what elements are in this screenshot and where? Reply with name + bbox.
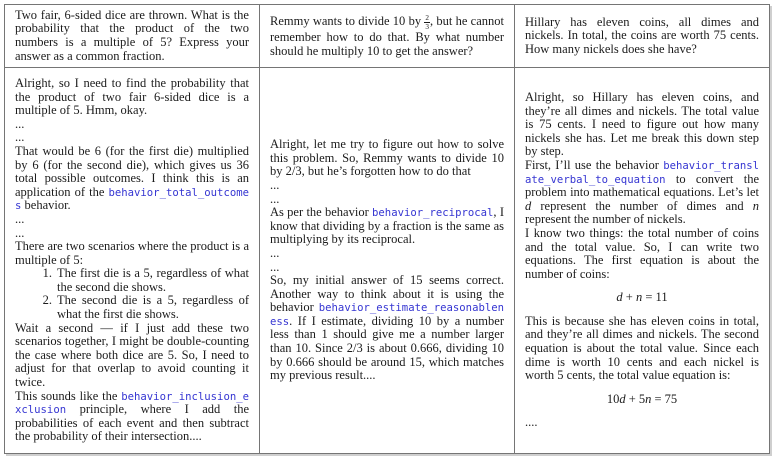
text-run: Alright, so I need to find the probability that the product of two fair 6-sided dice is a multiple of 5. Hmm, okay. <box>15 75 249 118</box>
text-run: + <box>622 290 636 305</box>
text-run: + 5 <box>625 391 646 406</box>
paragraph <box>15 9 249 63</box>
text-run: 10 <box>606 391 620 406</box>
paragraph <box>15 390 249 444</box>
paragraph <box>270 193 504 207</box>
equation <box>525 291 759 305</box>
text-run: ... <box>270 191 280 206</box>
text-run: behavior. <box>21 198 71 213</box>
text-run: ... <box>270 259 280 274</box>
fraction: $\frac{2}{3}$ <box>425 13 429 31</box>
math-variable: d <box>616 290 623 305</box>
paragraph <box>525 416 759 430</box>
paragraph <box>15 145 249 213</box>
list-number: 2. <box>42 293 52 308</box>
text-run: First, I’ll use the behavior <box>525 157 664 172</box>
text-run: I know two things: the total number of coins and the total value. So, I can write two equations. The first equation is about the number of coins: <box>525 225 759 281</box>
paragraph <box>525 227 759 281</box>
text-run: As per the behavior <box>270 205 373 220</box>
solution-cell-division <box>259 68 514 453</box>
paragraph <box>525 16 759 57</box>
list-item <box>37 267 249 294</box>
solution-cell-dice <box>5 68 259 453</box>
behavior-code: behavior_inclusion_exclusion <box>15 389 249 417</box>
paragraph <box>270 179 504 193</box>
text-run: This is because she has eleven coins in total, and they’re all dimes and nickels. The second equation is about the total value. Since each dime is worth 10 cents and each nickel is worth 5 cents, the total value equation is: <box>525 313 759 383</box>
text-run: Wait a second — if I just add these two scenarios together, I might be double-counting the case where both dice are 5. So, I need to adjust for that overlap to avoid counting it twice. <box>15 320 249 390</box>
paragraph <box>15 77 249 118</box>
text-run: ... <box>270 245 280 260</box>
problem-cell-division <box>259 5 514 67</box>
paragraph <box>15 227 249 241</box>
math-variable: n <box>752 198 759 213</box>
list-number: 1. <box>42 266 52 281</box>
list-item <box>37 294 249 321</box>
equation <box>525 393 759 407</box>
text-run: = 11 <box>642 290 668 305</box>
behavior-code: behavior_translate_verbal_to_equation <box>525 158 759 186</box>
list-item-text <box>57 267 249 294</box>
solution-cell-coins <box>514 68 769 453</box>
paragraph <box>15 240 249 267</box>
text-run: = 75 <box>651 391 678 406</box>
paragraph <box>15 213 249 227</box>
paragraph <box>15 118 249 132</box>
solution-body-row <box>5 68 769 453</box>
paragraph <box>270 261 504 275</box>
list-item-text <box>57 294 249 321</box>
paragraph <box>525 315 759 383</box>
math-variable: n <box>635 290 643 305</box>
text-run: This sounds like the <box>15 388 122 403</box>
paragraph <box>525 91 759 159</box>
behavior-code: behavior_total_outcomes <box>15 185 249 213</box>
text-run: , but he cannot remember how to do that. By what number should he multiply 10 to get the answer? <box>270 13 504 58</box>
paragraph <box>270 247 504 261</box>
text-run: to convert the problem into mathematical equations. Let’s let <box>525 171 759 200</box>
paragraph <box>525 159 759 227</box>
text-run: .... <box>525 415 538 430</box>
text-run: There are two scenarios where the product is a multiple of 5: <box>15 239 249 267</box>
text-run: The second die is a 5, regardless of what the first die shows. <box>57 293 249 322</box>
paragraph <box>15 131 249 145</box>
text-run: represent the number of nickels. <box>525 212 686 227</box>
paragraph <box>270 14 504 58</box>
text-run: Remmy wants to divide 10 by <box>270 13 425 28</box>
text-run: So, my initial answer of 15 seems correct. Another way to think about it is using the behavior <box>270 273 504 315</box>
text-run: That would be 6 (for the first die) multiplied by 6 (for the second die), which gives us 36 total possible outcomes. I think this is an application of the <box>15 143 249 199</box>
paragraph <box>15 322 249 390</box>
problem-cell-coins <box>514 5 769 67</box>
behavior-code: behavior_reciprocal <box>372 206 494 220</box>
text-run: ... <box>15 130 25 145</box>
text-run: ... <box>15 211 25 226</box>
math-variable: d <box>619 391 626 406</box>
text-run: ... <box>15 116 25 131</box>
text-run: , I know that dividing by a fraction is the same as multiplying by its reciprocal. <box>270 205 504 247</box>
math-variable: n <box>645 391 652 406</box>
text-run: represent the number of dimes and <box>531 198 753 213</box>
text-run: Alright, so Hillary has eleven coins, and they’re all dimes and nickels. The total value is 75 cents. I need to figure out how many nickels she has. Let me break this down step by step. <box>525 89 759 159</box>
text-run: ... <box>270 177 280 192</box>
text-run: principle, where I add the probabilities of each event and then subtract the probability of their intersection.... <box>15 402 249 444</box>
paragraph <box>270 206 504 247</box>
behavior-code: behavior_estimate_reasonableness <box>270 301 504 328</box>
text-run: . If I estimate, dividing 10 by a number less than 1 should give me a number larger than 10. Since 2/3 is about 0.666, dividing 10 by 0.666 should be around 15, which matches my previous result.... <box>270 313 504 383</box>
text-run: The first die is a 5, regardless of what the second die shows. <box>57 266 249 294</box>
math-variable: d <box>525 198 532 213</box>
problems-table <box>4 4 770 454</box>
paragraph <box>270 274 504 383</box>
text-run: Hillary has eleven coins, all dimes and nickels. In total, the coins are worth 75 cents. How many nickels does she have? <box>525 14 759 56</box>
text-run: Alright, let me try to figure out how to solve this problem. So, Remmy wants to divide 10 by 2/3, but he’s forgotten how to do that <box>270 137 504 179</box>
text-run: ... <box>15 225 25 240</box>
paragraph <box>270 138 504 179</box>
problem-cell-dice <box>5 5 259 67</box>
text-run: Two fair, 6-sided dice are thrown. What is the probability that the product of the two numbers is a multiple of 5? Express your answer as a common fraction. <box>15 7 249 63</box>
problem-header-row <box>5 5 769 68</box>
numbered-list <box>15 267 249 321</box>
